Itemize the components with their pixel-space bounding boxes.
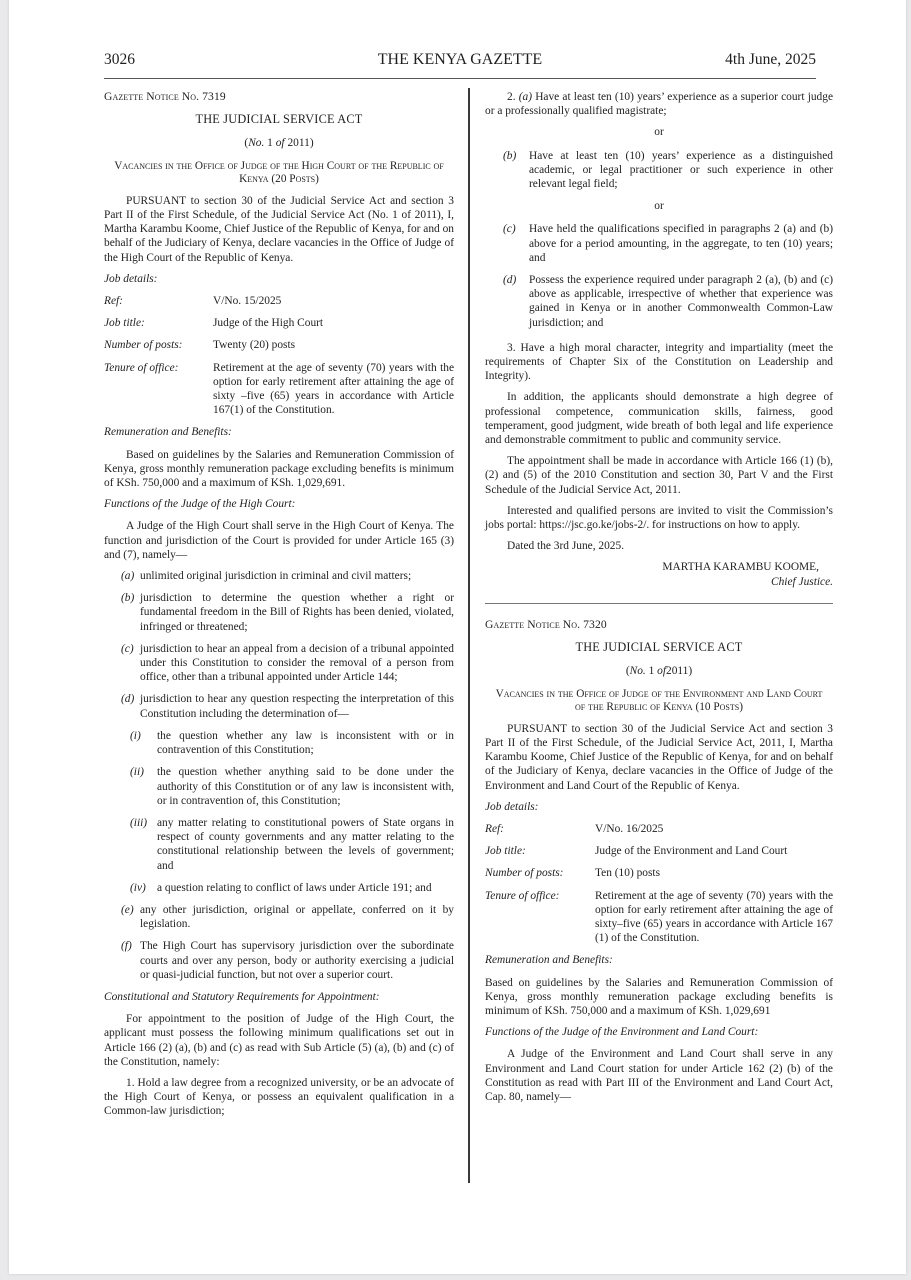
requirement-label: (c) — [503, 223, 516, 236]
publication-title: THE KENYA GAZETTE — [377, 51, 543, 68]
signatory-role: Chief Justice. — [771, 575, 833, 588]
application-instructions: Interested and qualified persons are invited to visit the Commission’s jobs portal: https://jsc.go.ke/jobs-2/. for instructions on how to apply. — [485, 504, 833, 532]
functions-heading: Functions of the Judge of the Environment and Land Court: — [485, 1026, 759, 1039]
functions-heading: Functions of the Judge of the High Court: — [104, 498, 296, 511]
page-number: 3026 — [104, 51, 135, 68]
requirement-label: (b) — [503, 149, 517, 162]
column-divider — [468, 88, 470, 1183]
job-detail-label: Number of posts: — [104, 339, 183, 352]
act-title: THE JUDICIAL SERVICE ACT — [575, 640, 743, 655]
function-text: jurisdiction to hear an appeal from a decision of a tribunal appointed under this Constitution to consider the removal of a person from office, other than a tribunal appointed under Article 144; — [140, 642, 454, 684]
job-detail-row — [104, 338, 454, 352]
requirements-intro: For appointment to the position of Judge of the High Court, the applicant must possess the following minimum qualifications set out in Article 166 (2) (a), (b) and (c) as read with Sub Article (5) (a), (b) and (c) of the Constitution, namely: — [104, 1013, 454, 1068]
requirement-item — [485, 222, 833, 265]
page-header — [104, 48, 816, 79]
requirement-1: 1. Hold a law degree from a recognized university, or be an advocate of the High Court of Kenya, or possess an equivalent qualification in a Common-law jurisdiction; — [104, 1076, 454, 1118]
sub-function-label: (ii) — [130, 766, 144, 779]
requirement-item — [485, 273, 833, 330]
dated-line: Dated the 3rd June, 2025. — [507, 540, 625, 553]
act-title: THE JUDICIAL SERVICE ACT — [195, 112, 363, 127]
sub-function-text: the question whether anything said to be done under the authority of this Constitution or of any law is inconsistent with, or in contravention of, this Constitution; — [157, 766, 454, 807]
job-detail-label: Tenure of office: — [485, 889, 560, 902]
function-label: (d) — [121, 693, 135, 706]
sub-function-label: (iii) — [130, 816, 148, 829]
job-detail-label: Job title: — [104, 317, 145, 330]
requirement-item — [485, 149, 833, 192]
vacancy-title: Vacancies in the Office of Judge of the High Court of the Republic of Kenya (20 Posts) — [114, 159, 444, 186]
requirements-heading: Constitutional and Statutory Requirements for Appointment: — [104, 990, 380, 1003]
job-detail-row — [104, 361, 454, 418]
gazette-page — [9, 0, 906, 1274]
sub-function-label: (i) — [130, 729, 141, 742]
vacancy-title: Vacancies in the Office of Judge of the Environment and Land Court of the Republic of Kenya (10 Posts) — [495, 687, 823, 714]
function-label: (a) — [121, 570, 135, 583]
function-label: (f) — [121, 940, 132, 953]
function-label: (b) — [121, 592, 135, 605]
signatory-name: MARTHA KARAMBU KOOME, — [662, 561, 819, 574]
act-no-mid: 1 — [645, 665, 658, 678]
req-2a-label: (a) — [518, 91, 533, 103]
function-text: The High Court has supervisory jurisdiction over the subordinate courts and over any person, body or authority exercising a judicial or quasi-judicial function, but not over a superior court. — [140, 940, 454, 981]
job-details-heading: Job details: — [485, 800, 539, 813]
job-detail-value: Retirement at the age of seventy (70) years with the option for early retirement after attaining the age of sixty–five (65) years in accordance with Article 167 (1) of the Constitution. — [595, 889, 833, 945]
act-no-prefix: No. — [248, 137, 265, 150]
act-no-mid: 1 — [264, 137, 276, 150]
job-detail-value: V/No. 15/2025 — [213, 295, 282, 308]
job-detail-value: Ten (10) posts — [595, 867, 661, 880]
act-no-of: of — [657, 665, 667, 678]
job-detail-label: Ref: — [104, 295, 123, 308]
job-detail-value: Judge of the High Court — [213, 317, 324, 330]
requirement-text: Have held the qualifications specified in paragraphs 2 (a) and (b) above for a period amounting, in the aggregate, to ten (10) years; and — [529, 223, 833, 264]
functions-intro: A Judge of the High Court shall serve in the High Court of Kenya. The function and jurisdiction of the Court is provided for under Article 165 (3) and (7), namely— — [104, 520, 454, 561]
or-separator: or — [654, 200, 664, 213]
function-item — [104, 939, 454, 982]
remuneration-heading: Remuneration and Benefits: — [485, 954, 613, 967]
job-detail-label: Number of posts: — [485, 867, 564, 880]
job-details-heading: Job details: — [104, 272, 158, 285]
functions-intro: A Judge of the Environment and Land Court shall serve in any Environment and Land Court station for under Article 162 (2) (b) of the Constitution as read with Part III of the Environment and Land Court Act, Cap. 80, namely— — [485, 1048, 833, 1103]
sub-function-text: the question whether any law is inconsistent with or in contravention of this Constitution; — [157, 729, 454, 757]
pursuant-paragraph: PURSUANT to section 30 of the Judicial Service Act and section 3 Part II of the First Schedule, of the Judicial Service Act (No. 1 of 2011), I, Martha Karambu Koome, Chief Justice of the Republic of Kenya, for and on behalf of the Judiciary of Kenya, declare vacancies in the Office of Judge of the High Court of the Republic of Kenya. — [104, 194, 454, 264]
appointment-basis: The appointment shall be made in accordance with Article 166 (1) (b), (2) and (5) of the 2010 Constitution and section 30, Part V and the First Schedule of the Judicial Service Act, 2011. — [485, 455, 833, 496]
notice-number: Gazette Notice No. 7319 — [104, 90, 226, 103]
function-item — [104, 903, 454, 931]
job-detail-value: Retirement at the age of seventy (70) years with the option for early retirement after attaining the age of sixty –five (65) years in accordance with Article 167(1) of the Constitution. — [213, 361, 454, 417]
req-2-number: 2. — [507, 91, 519, 103]
function-item — [104, 569, 454, 583]
requirement-2a — [485, 90, 833, 118]
requirement-3: 3. Have a high moral character, integrity and impartiality (meet the requirements of Chapter Six of the Constitution on Leadership and Integrity). — [485, 341, 833, 383]
job-detail-row — [485, 844, 833, 858]
sub-function-item — [104, 765, 454, 808]
right-column — [485, 90, 833, 1111]
notice-number: Gazette Notice No. 7320 — [485, 617, 607, 631]
job-detail-row — [485, 866, 833, 880]
job-detail-row — [485, 889, 833, 946]
requirement-text: Have at least ten (10) years’ experience as a distinguished academic, or legal practitioner or such experience in other relevant legal field; — [529, 149, 833, 191]
additional-qualities: In addition, the applicants should demonstrate a high degree of professional competence, communication skills, fairness, good temperament, good judgment, wide breath of both legal and life experience and demonstrable commitment to public and community service. — [485, 391, 833, 447]
req-2a-text: Have at least ten (10) years’ experience as a superior court judge or a professionally qualified magistrate; — [485, 91, 833, 118]
job-detail-label: Tenure of office: — [104, 361, 179, 374]
sub-function-label: (iv) — [130, 881, 146, 894]
remuneration-heading: Remuneration and Benefits: — [104, 426, 232, 439]
act-no-year: 2011 — [666, 665, 689, 678]
act-no-prefix: No. — [629, 665, 646, 678]
job-detail-label: Job title: — [485, 845, 526, 858]
function-label: (c) — [121, 642, 134, 655]
act-number: (No. 1 of2011) — [625, 665, 693, 678]
requirement-label: (d) — [503, 274, 517, 287]
function-text: jurisdiction to determine the question whether a right or fundamental freedom in the Bill of Rights has been denied, violated, infringed or threatened; — [140, 592, 454, 633]
job-detail-label: Ref: — [485, 822, 504, 835]
function-text: jurisdiction to hear any question respecting the interpretation of this Constitution including the determination of— — [140, 693, 454, 720]
sub-function-text: a question relating to conflict of laws under Article 191; and — [157, 881, 432, 894]
function-text: unlimited original jurisdiction in criminal and civil matters; — [140, 570, 412, 583]
job-detail-row — [485, 822, 833, 836]
function-item — [104, 591, 454, 634]
remuneration-text: Based on guidelines by the Salaries and Remuneration Commission of Kenya, gross monthly remuneration package excluding benefits is minimum of KSh. 750,000 and a maximum of KSh. 1,029,691. — [104, 448, 454, 490]
requirement-text: Possess the experience required under paragraph 2 (a), (b) and (c) above as applicable, irrespective of whether that experience was gained in Kenya or in another Commonwealth Common-Law jurisdiction; and — [529, 274, 833, 329]
job-detail-value: Twenty (20) posts — [213, 339, 296, 352]
sub-function-item — [104, 729, 454, 757]
job-detail-value: Judge of the Environment and Land Court — [595, 845, 788, 858]
remuneration-text: Based on guidelines by the Salaries and Remuneration Commission of Kenya, gross monthly remuneration package excluding benefits is minimum of KSh. 750,000 and a maximum of KSh. 1,029,691 — [485, 976, 833, 1017]
act-no-of: of — [275, 137, 285, 150]
sub-function-item — [104, 816, 454, 873]
function-text: any other jurisdiction, original or appellate, conferred on it by legislation. — [140, 903, 454, 931]
job-detail-row — [104, 294, 454, 308]
issue-date: 4th June, 2025 — [725, 51, 816, 68]
act-no-year: 2011 — [284, 137, 310, 150]
function-item — [104, 642, 454, 685]
act-number: (No. 1 of 2011) — [244, 137, 314, 150]
function-item — [104, 692, 454, 720]
sub-function-text: any matter relating to constitutional powers of State organs in respect of county governments and any matter relating to the constitutional relationship between the levels of government; and — [157, 816, 454, 872]
function-label: (e) — [121, 903, 134, 916]
job-detail-value: V/No. 16/2025 — [595, 822, 664, 835]
sub-function-item — [104, 881, 454, 895]
left-column — [104, 90, 454, 1126]
pursuant-paragraph: PURSUANT to section 30 of the Judicial Service Act and section 3 Part II of the First Schedule, of the Judicial Service Act, 2011, I, Martha Karambu Koome, Chief Justice of the Republic of Kenya, for and on behalf of the Judiciary of Kenya, declare vacancies in the Office of Judge of the Environment and Land Court of the Republic of Kenya. — [485, 722, 833, 792]
or-separator: or — [654, 126, 664, 139]
notice-separator — [485, 603, 833, 604]
job-detail-row — [104, 316, 454, 330]
